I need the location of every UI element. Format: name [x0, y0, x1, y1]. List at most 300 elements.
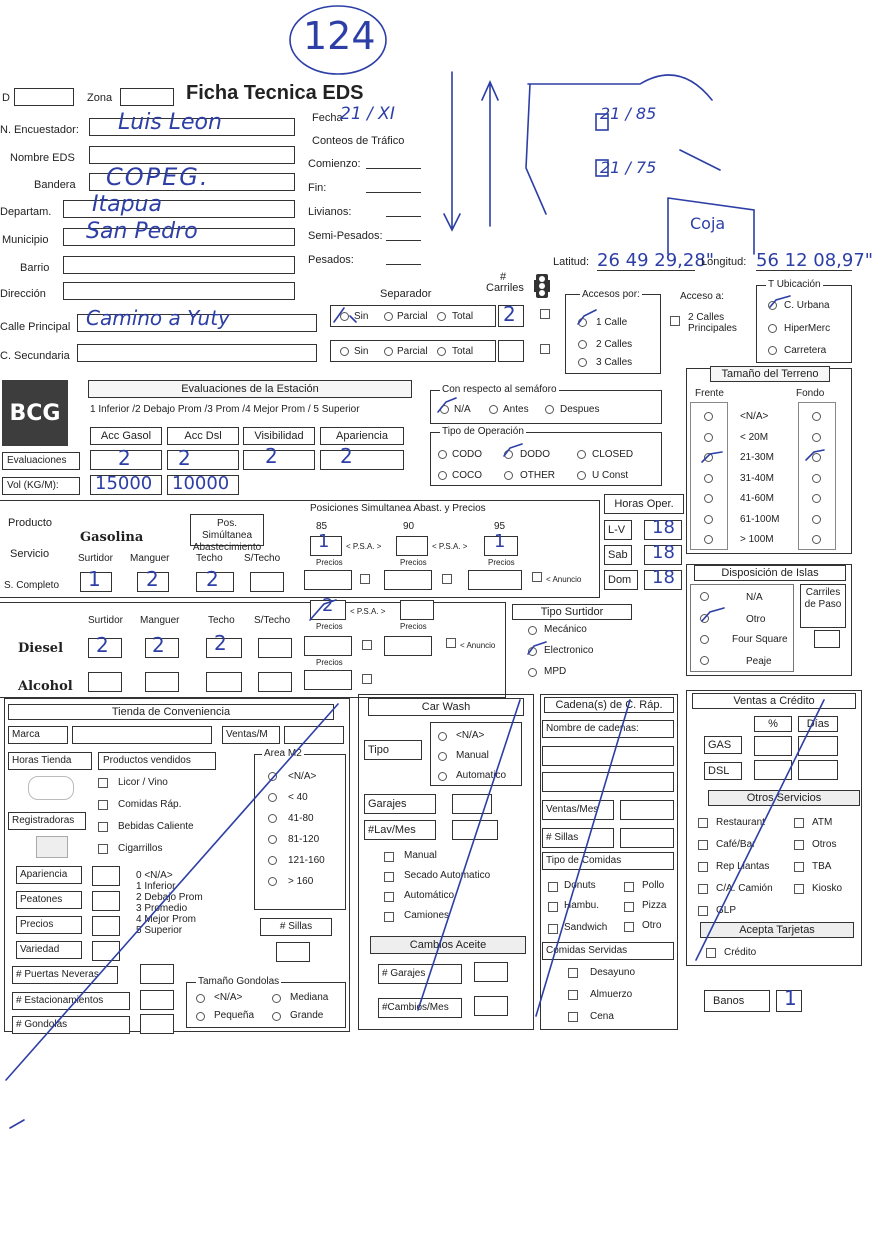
islas-foursquare-radio[interactable] — [700, 635, 709, 644]
direccion-label: Dirección — [0, 288, 46, 300]
area-radio-3[interactable] — [268, 835, 277, 844]
note-coja: Coja — [690, 214, 726, 233]
cambios-mes-field[interactable] — [474, 996, 508, 1016]
accesos-title: Accesos por: — [582, 289, 640, 300]
horas-tienda-label: Horas Tienda — [8, 752, 92, 770]
banos-value: 1 — [784, 986, 797, 1010]
lav-mes-field[interactable] — [452, 820, 498, 840]
op-dodo-radio[interactable] — [504, 450, 513, 459]
ventas-gas-pct-field[interactable] — [754, 736, 792, 756]
carriles-value: 2 — [503, 302, 516, 326]
cadenas-ventas-label: Ventas/Mes — [542, 800, 614, 820]
carwash-auto-label: Automatico — [456, 770, 507, 781]
pesados-label: Pesados: — [308, 254, 354, 266]
horas-sab-label: Sab — [604, 545, 632, 565]
traffic-title: Conteos de Tráfico — [312, 135, 405, 147]
tipo-hambu-check[interactable] — [548, 902, 558, 912]
sin-radio-2[interactable] — [340, 347, 349, 356]
ventas-dsl-label: DSL — [704, 762, 742, 780]
page-number: 124 — [303, 14, 376, 58]
horas-lv-value: 18 — [652, 517, 675, 538]
dsl-col-manguer: Manguer — [140, 615, 180, 626]
tipo-pizza-label: Pizza — [642, 900, 667, 911]
gas-col-surtidor: Surtidor — [78, 553, 114, 564]
area-radio-5[interactable] — [268, 877, 277, 886]
acceso-a-option: 2 Calles Principales — [688, 312, 737, 334]
puertas-label: # Puertas Neveras — [12, 966, 118, 984]
fin-line[interactable] — [366, 192, 421, 193]
tienda-row-field-0[interactable] — [92, 866, 120, 886]
frente-radio-1[interactable] — [704, 433, 713, 442]
surtidor-electronico-label: Electronico — [544, 645, 594, 656]
carriles-paso-box: Carriles de Paso — [800, 584, 846, 628]
sin-label-2: Sin — [354, 346, 369, 357]
parcial-radio-2[interactable] — [384, 347, 393, 356]
dsl-manguer-value: 2 — [152, 633, 165, 657]
precio-90-check[interactable] — [442, 574, 452, 584]
cw-camiones-check[interactable] — [384, 912, 394, 922]
eval-field-4[interactable] — [320, 450, 404, 470]
fondo-radio-3[interactable] — [812, 474, 821, 483]
op-uconst-label: U Const — [592, 470, 629, 481]
surtidor-electronico-radio[interactable] — [528, 647, 537, 656]
pos-sim-box: Pos. Simúltanea Abastecimiento — [190, 514, 264, 546]
otros-check-7[interactable] — [794, 884, 804, 894]
tienda-row-field-2[interactable] — [92, 916, 120, 936]
otros-check-4[interactable] — [698, 862, 708, 872]
otros-label: Kiosko — [812, 883, 843, 894]
precios-label-alc: Precios — [316, 658, 343, 667]
acceso-3-radio[interactable] — [578, 358, 587, 367]
sin-label-1: Sin — [354, 311, 369, 322]
barrio-label: Barrio — [20, 262, 50, 274]
bcg-logo: BCG — [2, 380, 68, 446]
fecha-value: 21 / XI — [340, 104, 395, 124]
tienda-row-field-1[interactable] — [92, 891, 120, 911]
tipo-pollo-check[interactable] — [624, 882, 634, 892]
puertas-field[interactable] — [140, 964, 174, 984]
producto-item-check-2[interactable] — [98, 822, 108, 832]
semaforo-despues-radio[interactable] — [545, 405, 554, 414]
carwash-na-radio[interactable] — [438, 732, 447, 741]
vol-value-2: 10000 — [172, 473, 230, 494]
psa-label-1: < P.S.A. > — [346, 542, 382, 551]
carriles-label: # Carriles — [486, 271, 524, 294]
tienda-row-label: Peatones — [16, 891, 82, 909]
cw-secado-check[interactable] — [384, 872, 394, 882]
ubicacion-carretera-label: Carretera — [784, 345, 827, 356]
otros-check-6[interactable] — [698, 884, 708, 894]
frente-radio-4[interactable] — [704, 494, 713, 503]
op-codo-radio[interactable] — [438, 450, 447, 459]
op-coco-label: COCO — [452, 470, 482, 481]
tienda-scale-item: 5 Superior — [136, 925, 183, 936]
cambios-mes-label: #Cambios/Mes — [378, 998, 462, 1018]
carwash-manual-label: Manual — [456, 750, 489, 761]
tienda-row-label: Variedad — [16, 941, 82, 959]
note-coord-1: 21 / 85 — [600, 104, 657, 123]
ventas-gas-dias-field[interactable] — [798, 736, 838, 756]
gondolas-field[interactable] — [140, 1014, 174, 1034]
zona-label: Zona — [87, 92, 113, 104]
dsl-pos-2-field[interactable] — [400, 600, 434, 620]
id-field[interactable] — [14, 88, 74, 106]
otros-label: ATM — [812, 817, 833, 828]
producto-item-label: Licor / Vino — [118, 777, 168, 788]
semaforo-despues-label: Despues — [560, 404, 600, 415]
total-label-1: Total — [452, 311, 474, 322]
dsl-techo-value: 2 — [214, 631, 227, 655]
tienda-scale-item: 0 <N/A> — [136, 870, 173, 881]
operacion-title: Tipo de Operación — [442, 426, 524, 437]
carwash-na-label: <N/A> — [456, 730, 485, 741]
longitud-label: Longitud: — [701, 256, 747, 268]
semaforo-title: Con respecto al semáforo — [442, 384, 557, 395]
gas-surtidor-value: 1 — [88, 567, 101, 591]
islas-peaje-radio[interactable] — [700, 656, 709, 665]
bandera-value: COPEG. — [106, 163, 210, 191]
cambios-garajes-field[interactable] — [474, 962, 508, 982]
tipo-pollo-label: Pollo — [642, 880, 665, 891]
tipo-donuts-check[interactable] — [548, 882, 558, 892]
zona-field[interactable] — [120, 88, 174, 106]
eval-field-3[interactable] — [243, 450, 315, 470]
islas-otro-radio[interactable] — [700, 614, 709, 623]
col-visibilidad: Visibilidad — [243, 427, 315, 445]
separador-check-2[interactable] — [540, 344, 550, 354]
semipesados-line[interactable] — [386, 240, 421, 241]
carriles-field-2[interactable] — [498, 340, 524, 362]
ubicacion-carretera-radio[interactable] — [768, 346, 777, 355]
dsl-stecho-field[interactable] — [258, 638, 292, 658]
estacionamientos-field[interactable] — [140, 990, 174, 1010]
pos-85-value: 1 — [318, 531, 330, 552]
alc-stecho-field[interactable] — [258, 672, 292, 692]
ventas-pct-label: % — [754, 716, 792, 732]
id-label: D — [2, 92, 10, 104]
sillas-field[interactable] — [276, 942, 310, 962]
frente-radio-3[interactable] — [704, 474, 713, 483]
islas-na-radio[interactable] — [700, 592, 709, 601]
page-title: Ficha Tecnica EDS — [186, 82, 364, 104]
gondolas-label: # Gondolas — [12, 1016, 130, 1034]
horas-dom-label: Dom — [604, 570, 638, 590]
pos-90-field[interactable] — [396, 536, 428, 556]
area-title: Area M2 — [264, 748, 302, 759]
tienda-scale-item: 1 Inferior — [136, 881, 176, 892]
acceso-a-check[interactable] — [670, 316, 680, 326]
eval-value-1: 2 — [118, 446, 131, 470]
surtidor-title: Tipo Surtidor — [512, 604, 632, 620]
nombre-eds-label: Nombre EDS — [10, 152, 75, 164]
separador-check-1[interactable] — [540, 309, 550, 319]
producto-item-label: Bebidas Caliente — [118, 821, 194, 832]
parcial-label-2: Parcial — [397, 346, 428, 357]
estacionamientos-label: # Estacionamientos — [12, 992, 130, 1010]
gond-grande-radio[interactable] — [272, 1012, 281, 1021]
comienzo-line[interactable] — [366, 168, 421, 169]
tarjetas-title: Acepta Tarjetas — [700, 922, 854, 938]
cadenas-nombre-field-2[interactable] — [542, 772, 674, 792]
gond-pequena-radio[interactable] — [196, 1012, 205, 1021]
gond-na-radio[interactable] — [196, 994, 205, 1003]
fondo-radio-1[interactable] — [812, 433, 821, 442]
cw-manual-check[interactable] — [384, 852, 394, 862]
cambios-title: Cambios Aceite — [370, 936, 526, 954]
acceso-2-radio[interactable] — [578, 340, 587, 349]
marca-field[interactable] — [72, 726, 212, 744]
alcohol-label: Alcohol — [18, 679, 73, 694]
acceso-1-radio[interactable] — [578, 318, 587, 327]
op-coco-radio[interactable] — [438, 471, 447, 480]
fondo-radio-6[interactable] — [812, 535, 821, 544]
semaforo-na-radio[interactable] — [440, 405, 449, 414]
alc-surtidor-field[interactable] — [88, 672, 122, 692]
alc-precio-field[interactable] — [304, 670, 352, 690]
livianos-label: Livianos: — [308, 206, 352, 218]
nombre-eds-field[interactable] — [89, 146, 295, 164]
calle-secundaria-field[interactable] — [77, 344, 317, 362]
semaforo-na-label: N/A — [454, 404, 471, 415]
eval-value-2: 2 — [178, 446, 191, 470]
tipo-sandwich-label: Sandwich — [564, 922, 608, 933]
precio-95-field[interactable] — [468, 570, 522, 590]
area-radio-1[interactable] — [268, 793, 277, 802]
ubicacion-urbana-label: C. Urbana — [784, 300, 830, 311]
cadenas-sillas-field[interactable] — [620, 828, 674, 848]
tipo-otro-check[interactable] — [624, 922, 634, 932]
anuncio-check-gas[interactable] — [532, 572, 542, 582]
op-closed-label: CLOSED — [592, 449, 634, 460]
total-label-2: Total — [452, 346, 474, 357]
frente-label: Frente — [695, 388, 724, 399]
ventas-dsl-dias-field[interactable] — [798, 760, 838, 780]
fondo-radio-4[interactable] — [812, 494, 821, 503]
producto-item-label: Comidas Ráp. — [118, 799, 182, 810]
otros-check-0[interactable] — [698, 818, 708, 828]
frente-radio-6[interactable] — [704, 535, 713, 544]
separador-label: Separador — [380, 288, 432, 300]
pos-95-value: 1 — [494, 531, 506, 552]
gas-stecho-field[interactable] — [250, 572, 284, 592]
gas-col-manguer: Manguer — [130, 553, 170, 564]
cadenas-ventas-field[interactable] — [620, 800, 674, 820]
gond-pequena-label: Pequeña — [214, 1010, 255, 1021]
gasolina-label: Gasolina — [80, 530, 144, 545]
ubicacion-hipermerc-label: HiperMerc — [784, 323, 831, 334]
terreno-row-label: <N/A> — [740, 411, 769, 422]
dsl-surtidor-value: 2 — [96, 633, 109, 657]
area-radio-0[interactable] — [268, 772, 277, 781]
tienda-row-field-3[interactable] — [92, 941, 120, 961]
calle-secundaria-label: C. Secundaria — [0, 350, 70, 362]
tipo-hambu-label: Hambu. — [564, 900, 600, 911]
otros-check-1[interactable] — [794, 818, 804, 828]
otros-check-2[interactable] — [698, 840, 708, 850]
calle-principal-label: Calle Principal — [0, 321, 71, 333]
scompleto-label: S. Completo — [4, 580, 60, 591]
ubicacion-hipermerc-radio[interactable] — [768, 324, 777, 333]
islas-title: Disposición de Islas — [694, 565, 846, 581]
precios-label-2: Precios — [400, 558, 427, 567]
surtidor-mecanico-radio[interactable] — [528, 626, 537, 635]
frente-radio-5[interactable] — [704, 515, 713, 524]
fondo-radio-2[interactable] — [812, 453, 821, 462]
tipo-otro-label: Otro — [642, 920, 662, 931]
area-option-label: <N/A> — [288, 771, 317, 782]
barrio-field[interactable] — [63, 256, 295, 274]
cadenas-nombre-field-1[interactable] — [542, 746, 674, 766]
alc-manguer-field[interactable] — [145, 672, 179, 692]
producto-item-check-1[interactable] — [98, 800, 108, 810]
cw-camiones-label: Camiones — [404, 910, 450, 921]
producto-label: Producto — [8, 517, 53, 529]
frente-radio-0[interactable] — [704, 412, 713, 421]
otros-check-5[interactable] — [794, 862, 804, 872]
pesados-line[interactable] — [386, 264, 421, 265]
area-radio-4[interactable] — [268, 856, 277, 865]
fondo-radio-0[interactable] — [812, 412, 821, 421]
alc-precio-check[interactable] — [362, 674, 372, 684]
islas-foursquare-label: Four Square — [732, 634, 788, 645]
productos-label: Productos vendidos — [98, 752, 216, 770]
ventas-title: Ventas a Crédito — [692, 693, 856, 709]
tipo-sandwich-check[interactable] — [548, 924, 558, 934]
longitud-value: 56 12 08,97" — [756, 250, 874, 271]
latitud-label: Latitud: — [553, 256, 590, 268]
registradoras-label: Registradoras — [8, 812, 86, 830]
gas-techo-value: 2 — [206, 567, 219, 591]
garajes-label: Garajes — [364, 794, 436, 814]
parcial-radio-1[interactable] — [384, 312, 393, 321]
cw-auto-check[interactable] — [384, 892, 394, 902]
islas-na-label: N/A — [746, 592, 763, 603]
dsl-precio-field[interactable] — [304, 636, 352, 656]
cadenas-title: Cadena(s) de C. Ráp. — [544, 697, 674, 713]
desayuno-check[interactable] — [568, 968, 578, 978]
surtidor-mpd-radio[interactable] — [528, 668, 537, 677]
precio-85-check[interactable] — [360, 574, 370, 584]
precios-label-1: Precios — [316, 558, 343, 567]
tipo-pizza-check[interactable] — [624, 902, 634, 912]
op-other-radio[interactable] — [504, 471, 513, 480]
acceso-2-label: 2 Calles — [596, 339, 633, 350]
registradoras-field[interactable] — [36, 836, 68, 858]
ubicacion-urbana-radio[interactable] — [768, 301, 777, 310]
horas-lv-label: L-V — [604, 520, 632, 540]
area-radio-2[interactable] — [268, 814, 277, 823]
gondolas-size-title: Tamaño Gondolas — [198, 976, 280, 987]
op-dodo-label: DODO — [520, 449, 550, 460]
fondo-radio-5[interactable] — [812, 515, 821, 524]
otros-servicios-title: Otros Servicios — [708, 790, 860, 806]
area-option-label: 81-120 — [288, 834, 320, 845]
otros-label: Otros — [812, 839, 837, 850]
servicio-label: Servicio — [10, 548, 50, 560]
cena-check[interactable] — [568, 1012, 578, 1022]
gond-grande-label: Grande — [290, 1010, 324, 1021]
otros-label: GLP — [716, 905, 737, 916]
municipio-value: San Pedro — [86, 219, 198, 244]
pos-sim-title: Posiciones Simultanea Abast. y Precios — [310, 503, 486, 514]
precios-label-dsl-2: Precios — [400, 622, 427, 631]
precio-90-field[interactable] — [384, 570, 432, 590]
dsl-pos-value: 2 — [322, 595, 334, 616]
ventas-m-label: Ventas/M — [222, 726, 280, 744]
ventas-m-field[interactable] — [284, 726, 344, 744]
credito-check[interactable] — [706, 948, 716, 958]
traffic-light-icon — [534, 274, 550, 298]
total-radio-1[interactable] — [437, 312, 446, 321]
sillas-label: # Sillas — [260, 918, 332, 936]
gondolas-size-panel — [186, 982, 346, 1028]
carriles-paso-field[interactable] — [814, 630, 840, 648]
semaforo-antes-label: Antes — [503, 404, 529, 415]
surtidor-mecanico-label: Mecánico — [544, 624, 587, 635]
credito-label: Crédito — [724, 947, 757, 958]
tienda-row-label: Precios — [16, 916, 82, 934]
octane-90: 90 — [403, 521, 415, 532]
anuncio-label-dsl: < Anuncio — [460, 641, 496, 650]
carwash-auto-radio[interactable] — [438, 772, 447, 781]
cw-auto-label: Automático — [404, 890, 455, 901]
almuerzo-label: Almuerzo — [590, 989, 633, 1000]
fondo-label: Fondo — [796, 388, 825, 399]
horas-tienda-field[interactable] — [28, 776, 74, 800]
anuncio-check-dsl[interactable] — [446, 638, 456, 648]
precio-85-field[interactable] — [304, 570, 352, 590]
ventas-dsl-pct-field[interactable] — [754, 760, 792, 780]
vol-value-1: 15000 — [95, 473, 153, 494]
total-radio-2[interactable] — [437, 347, 446, 356]
municipio-label: Municipio — [2, 234, 49, 246]
parcial-label-1: Parcial — [397, 311, 428, 322]
ventas-gas-label: GAS — [704, 736, 742, 754]
encuestador-value: Luis Leon — [118, 110, 222, 135]
dsl-precio-check[interactable] — [362, 640, 372, 650]
islas-otro-label: Otro — [746, 614, 766, 625]
otros-label: C/A. Camión — [716, 883, 773, 894]
producto-item-check-0[interactable] — [98, 778, 108, 788]
garajes-field[interactable] — [452, 794, 492, 814]
area-option-label: > 160 — [288, 876, 314, 887]
evaluaciones-scale: 1 Inferior /2 Debajo Prom /3 Prom /4 Mejor Prom / 5 Superior — [90, 404, 360, 415]
op-uconst-radio[interactable] — [577, 471, 586, 480]
otros-check-8[interactable] — [698, 906, 708, 916]
livianos-line[interactable] — [386, 216, 421, 217]
gas-col-stecho: S/Techo — [244, 553, 281, 564]
otros-label: Rep Llantas — [716, 861, 770, 872]
frente-radio-2[interactable] — [704, 453, 713, 462]
op-closed-radio[interactable] — [577, 450, 586, 459]
acceso-a-label: Acceso a: — [680, 291, 724, 302]
alc-techo-field[interactable] — [206, 672, 242, 692]
terreno-row-label: 31-40M — [740, 472, 774, 484]
carwash-manual-radio[interactable] — [438, 752, 447, 761]
departamento-value: Itapua — [92, 192, 162, 217]
area-option-label: < 40 — [288, 792, 308, 803]
direccion-field[interactable] — [63, 282, 295, 300]
producto-item-check-3[interactable] — [98, 844, 108, 854]
almuerzo-check[interactable] — [568, 990, 578, 1000]
tienda-scale-item: 2 Debajo Prom — [136, 892, 203, 903]
semaforo-antes-radio[interactable] — [489, 405, 498, 414]
sin-radio-1[interactable] — [340, 312, 349, 321]
octane-95: 95 — [494, 521, 506, 532]
otros-check-3[interactable] — [794, 840, 804, 850]
dsl-precio-2-field[interactable] — [384, 636, 432, 656]
gond-mediana-radio[interactable] — [272, 994, 281, 1003]
